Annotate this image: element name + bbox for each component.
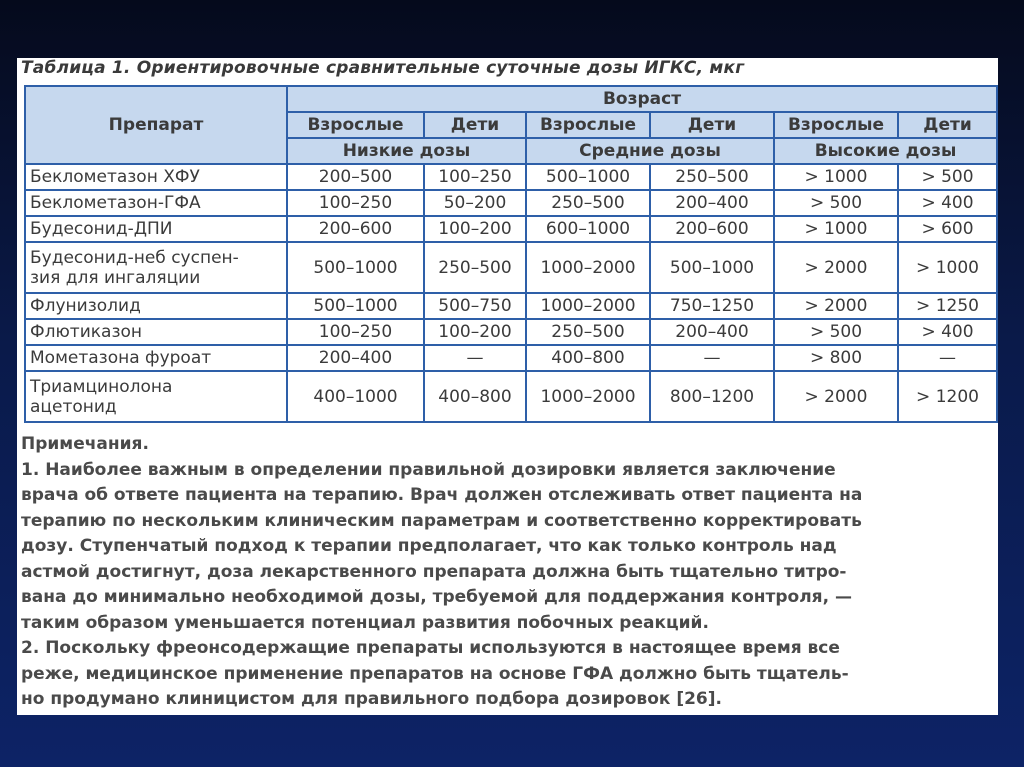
table-body [25,164,997,422]
table-header [25,86,997,164]
drug-name-cell: Беклометазон-ГФА [25,190,287,216]
notes-line: 2. Поскольку фреонсодержащие препараты используются в настоящее время все [21,638,840,658]
dose-table [24,85,998,423]
dose-cell: 600–1000 [526,216,650,242]
notes-heading: Примечания. [21,434,149,454]
dose-cell: 500–1000 [650,242,774,293]
dose-cell: > 400 [898,190,997,216]
dose-cell: 500–1000 [287,293,424,319]
medium-dose-header: Средние дозы [526,138,774,164]
notes-section [21,432,997,713]
slide-panel [17,58,998,715]
dose-cell: > 500 [898,164,997,190]
dose-cell: 1000–2000 [526,242,650,293]
drug-name-cell: Беклометазон ХФУ [25,164,287,190]
drug-name-cell: Триамцинолона ацетонид [25,371,287,422]
dose-cell: 200–400 [650,319,774,345]
dose-cell: 200–400 [287,345,424,371]
drug-name-cell: Будесонид-неб суспен- зия для ингаляции [25,242,287,293]
dose-cell: — [424,345,526,371]
notes-line: таким образом уменьшается потенциал развития побочных реакций. [21,612,709,633]
drug-column-header: Препарат [25,86,287,164]
children-header: Дети [424,112,526,138]
dose-cell: 500–1000 [526,164,650,190]
dose-cell: 1000–2000 [526,293,650,319]
dose-cell: 100–250 [287,190,424,216]
dose-cell: 50–200 [424,190,526,216]
dose-cell: 250–500 [650,164,774,190]
dose-cell: > 1250 [898,293,997,319]
table-row [25,190,997,216]
dose-cell: > 1000 [774,164,898,190]
table-row [25,319,997,345]
notes-line: 1. Наиболее важным в определении правильной дозировки является заключение [21,459,836,480]
adults-header: Взрослые [774,112,898,138]
table-row [25,164,997,190]
notes-line: дозу. Ступенчатый подход к терапии предполагает, что как только контроль над [21,536,837,556]
dose-cell: > 1000 [898,242,997,293]
dose-cell: > 500 [774,319,898,345]
dose-cell: 400–800 [424,371,526,422]
dose-cell: > 400 [898,319,997,345]
dose-cell: 1000–2000 [526,371,650,422]
dose-cell: 200–500 [287,164,424,190]
dose-cell: — [898,345,997,371]
dose-cell: 800–1200 [650,371,774,422]
dose-cell: 400–800 [526,345,650,371]
notes-line: но продумано клиницистом для правильного подбора дозировок [26]. [21,689,722,709]
dose-cell: 100–250 [287,319,424,345]
dose-cell: > 1200 [898,371,997,422]
dose-cell: 500–750 [424,293,526,319]
dose-cell: 100–200 [424,319,526,345]
notes-line: врача об ответе пациента на терапию. Врач должен отслеживать ответ пациента на [21,485,863,505]
dose-cell: > 600 [898,216,997,242]
notes-line: астмой достигнут, доза лекарственного препарата должна быть тщательно титро- [21,561,847,582]
children-header: Дети [650,112,774,138]
dose-cell: — [650,345,774,371]
dose-cell: 200–600 [650,216,774,242]
drug-name-cell: Мометазона фуроат [25,345,287,371]
drug-name-cell: Флунизолид [25,293,287,319]
dose-cell: 250–500 [526,190,650,216]
dose-cell: 100–250 [424,164,526,190]
dose-cell: > 800 [774,345,898,371]
table-row [25,371,997,422]
notes-line: терапию по нескольким клиническим параметрам и соответственно корректировать [21,510,862,531]
dose-cell: 750–1250 [650,293,774,319]
dose-cell: > 1000 [774,216,898,242]
children-header: Дети [898,112,997,138]
dose-cell: 100–200 [424,216,526,242]
dose-cell: > 2000 [774,371,898,422]
age-header: Возраст [287,86,997,112]
dose-cell: > 500 [774,190,898,216]
dose-cell: > 2000 [774,242,898,293]
dose-cell: > 2000 [774,293,898,319]
dose-cell: 200–600 [287,216,424,242]
notes-line: реже, медицинское применение препаратов на основе ГФА должно быть тщатель- [21,663,849,684]
notes-line: вана до минимально необходимой дозы, требуемой для поддержания контроля, — [21,587,852,607]
dose-cell: 250–500 [526,319,650,345]
dose-cell: 500–1000 [287,242,424,293]
drug-name-cell: Флютиказон [25,319,287,345]
dose-cell: 400–1000 [287,371,424,422]
table-row [25,242,997,293]
drug-name-cell: Будесонид-ДПИ [25,216,287,242]
table-row [25,345,997,371]
table-title: Таблица 1. Ориентировочные сравнительные суточные дозы ИГКС, мкг [21,58,745,78]
dose-cell: 200–400 [650,190,774,216]
high-dose-header: Высокие дозы [774,138,997,164]
adults-header: Взрослые [287,112,424,138]
adults-header: Взрослые [526,112,650,138]
table-row [25,216,997,242]
table-row [25,293,997,319]
low-dose-header: Низкие дозы [287,138,526,164]
dose-cell: 250–500 [424,242,526,293]
